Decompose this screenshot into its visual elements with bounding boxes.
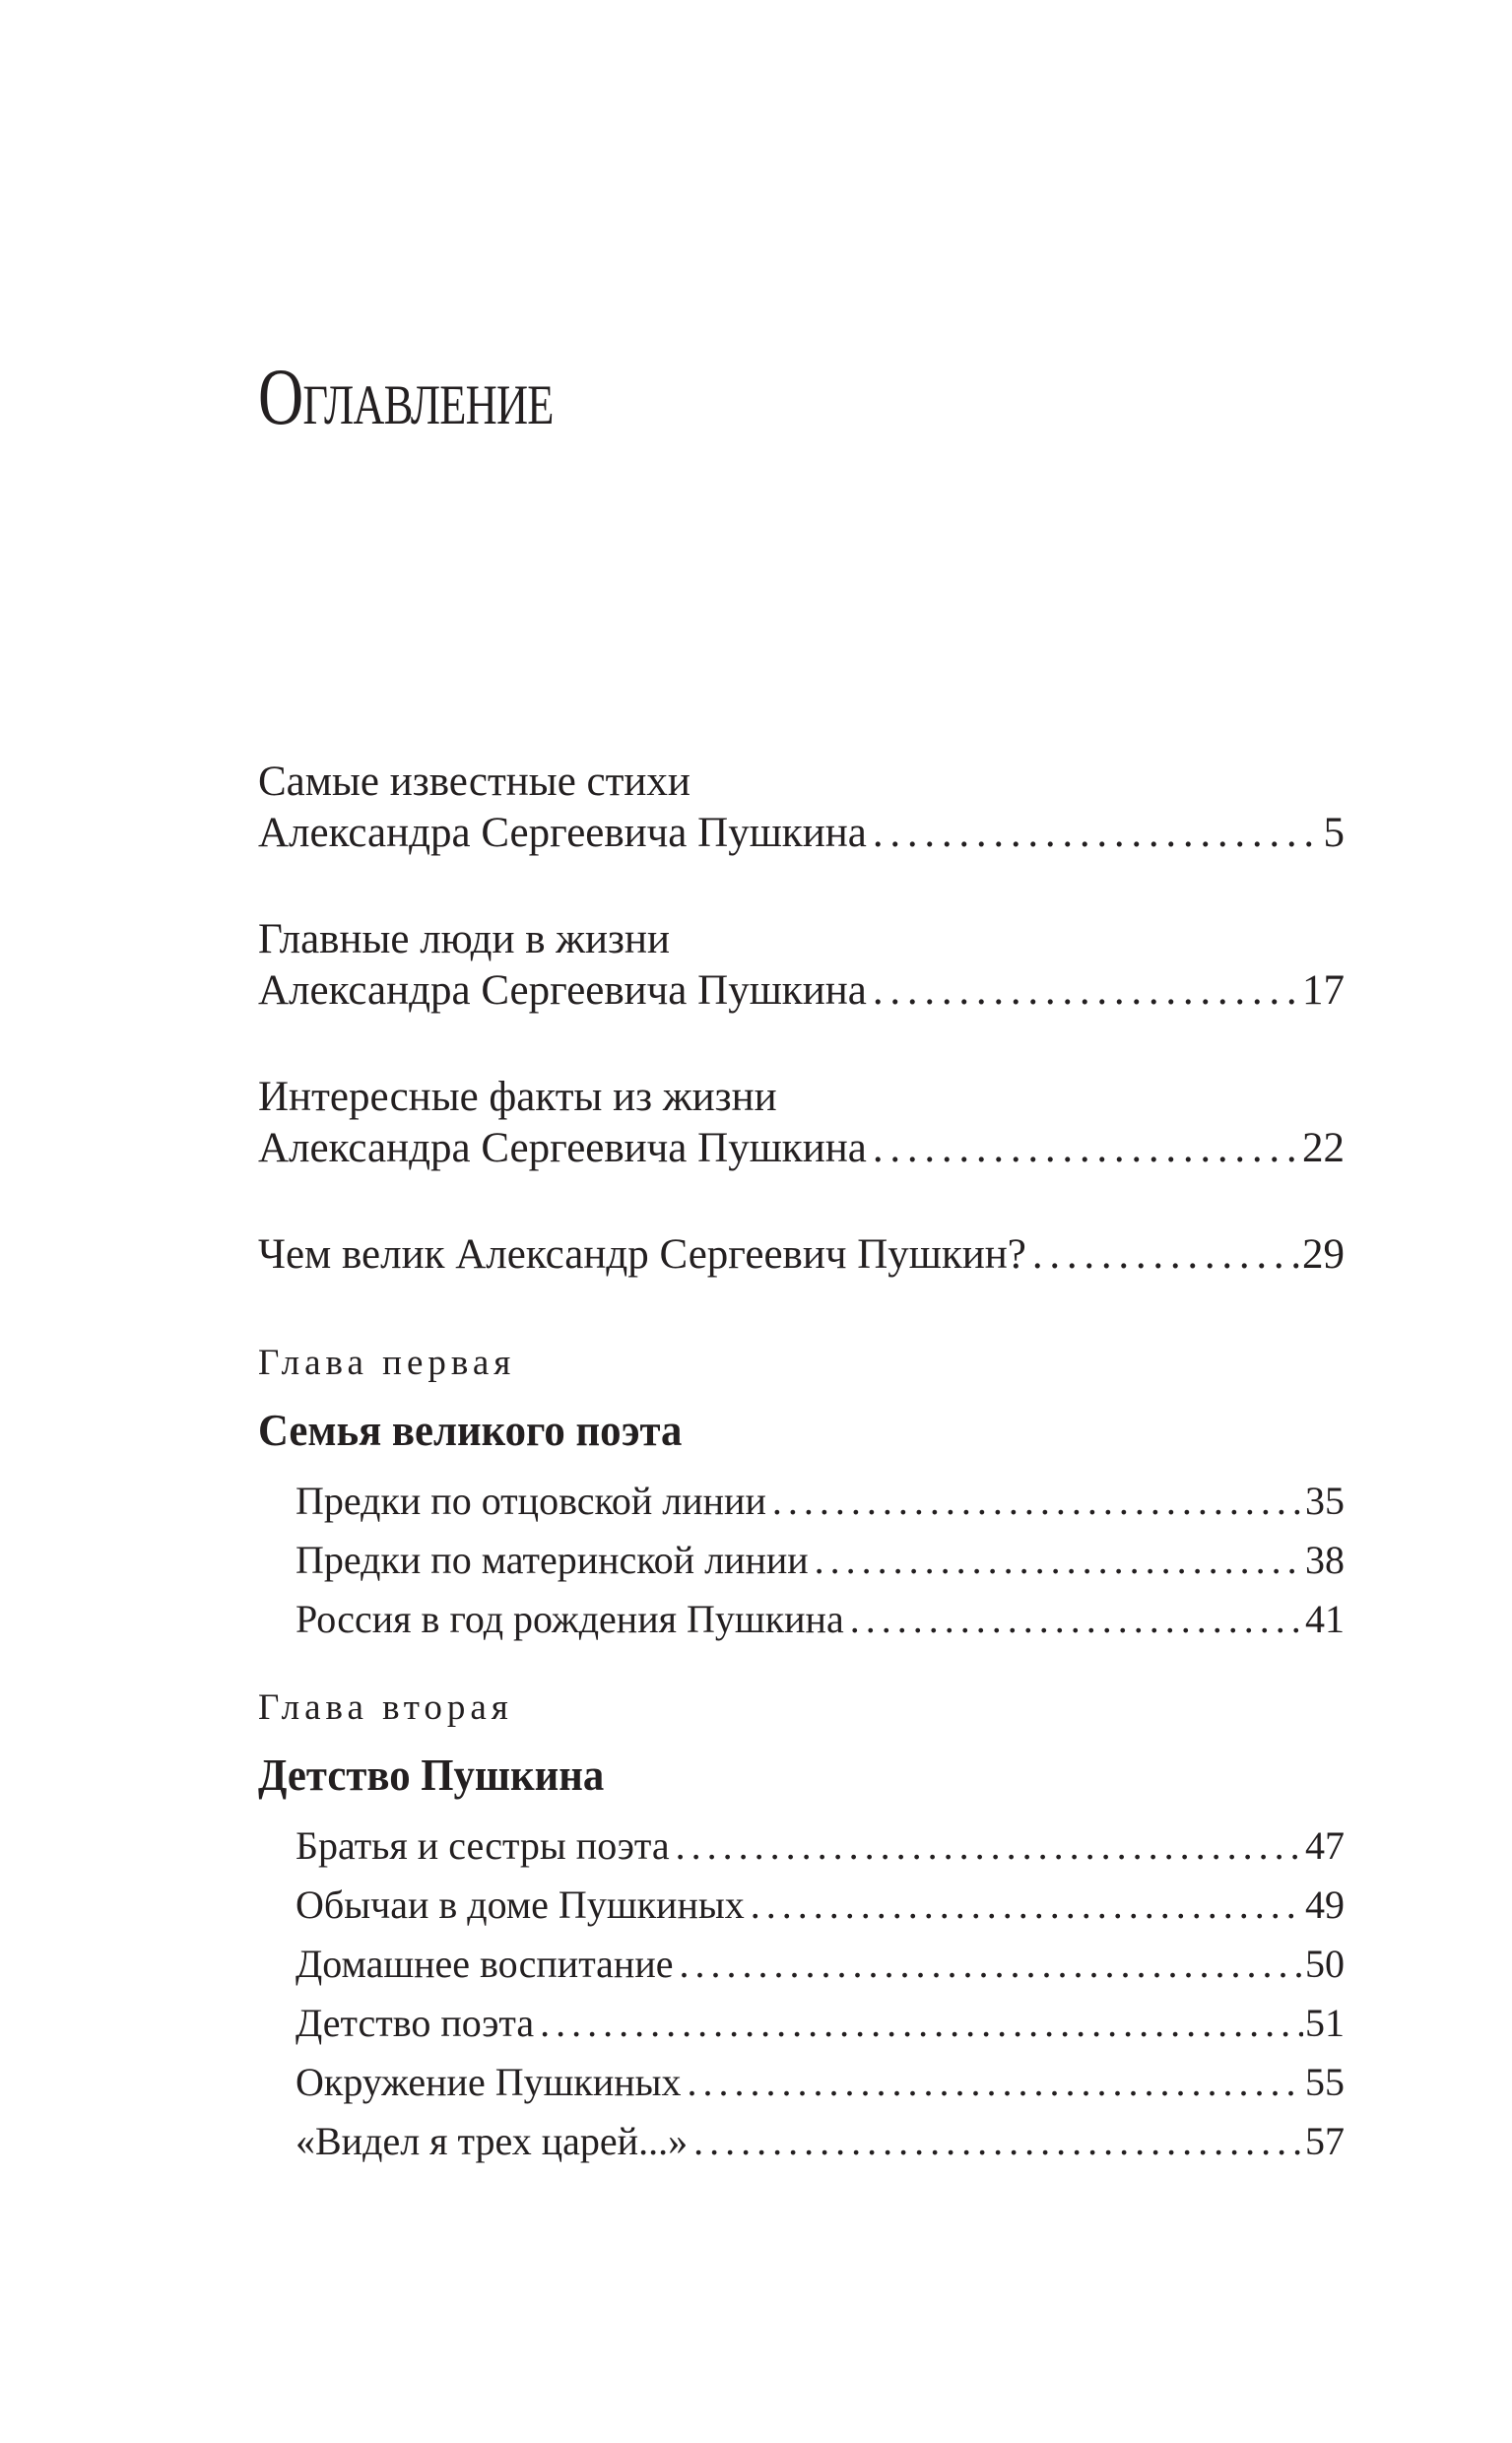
chapter-2 [258, 1683, 1345, 2171]
dot-leader [680, 1935, 1304, 1994]
toc-subentry-title: Россия в год рождения Пушкина [296, 1597, 844, 1641]
toc-subentry-title: Братья и сестры поэта [296, 1823, 670, 1868]
page-number: 22 [1302, 1125, 1345, 1171]
toc-entry-title-line: Главные люди в жизни [258, 916, 671, 962]
toc-subentry-title: Домашнее воспитание [296, 1942, 674, 1986]
table-of-contents [258, 757, 1345, 2205]
toc-subentry[interactable] [296, 1816, 1345, 1876]
dot-leader [751, 1876, 1303, 1935]
toc-subentry-title: Предки по материнской линии [296, 1538, 809, 1582]
toc-subentry-title: Обычаи в доме Пушкиных [296, 1882, 745, 1927]
toc-subentry-title: Детство поэта [296, 2001, 535, 2045]
toc-entry-title-line: Самые известные стихи [258, 759, 690, 805]
page-number: 17 [1302, 967, 1345, 1014]
toc-entry-famous-poems[interactable] [258, 757, 1345, 859]
page-number: 50 [1305, 1942, 1345, 1986]
dot-leader [688, 2053, 1303, 2112]
dot-leader [1032, 1229, 1300, 1281]
toc-subentry[interactable] [296, 1994, 1345, 2053]
page-number: 57 [1305, 2119, 1345, 2163]
dot-leader [873, 808, 1322, 859]
chapter-label: Глава первая [258, 1343, 516, 1383]
chapter-title[interactable]: Семья великого поэта [258, 1406, 683, 1455]
toc-entry-main-people[interactable] [258, 914, 1345, 1017]
dot-leader [815, 1531, 1303, 1590]
toc-subentry-title: Предки по отцовской линии [296, 1479, 766, 1523]
dot-leader [693, 2112, 1303, 2171]
page-number: 35 [1305, 1479, 1345, 1523]
chapter-title[interactable]: Детство Пушкина [258, 1750, 605, 1800]
toc-entry-greatness[interactable] [258, 1229, 1345, 1281]
page-number: 41 [1305, 1597, 1345, 1641]
toc-subentry[interactable] [296, 2112, 1345, 2171]
toc-subentry[interactable] [296, 1876, 1345, 1935]
toc-subentry[interactable] [296, 1590, 1345, 1649]
page-title: Оглавление [258, 352, 554, 441]
page-number: 51 [1305, 2001, 1345, 2045]
chapter-label: Глава вторая [258, 1687, 513, 1728]
page-number: 5 [1323, 810, 1345, 856]
page-number: 49 [1305, 1882, 1345, 1927]
toc-subentry[interactable] [296, 1935, 1345, 1994]
toc-subentry-title: «Видел я трех царей...» [296, 2119, 689, 2163]
toc-entry-title-line: Александра Сергеевича Пушкина [258, 1125, 867, 1171]
dot-leader [873, 1123, 1300, 1174]
dot-leader [540, 1994, 1303, 2053]
toc-entry-interesting-facts[interactable] [258, 1072, 1345, 1174]
toc-entry-title-line: Александра Сергеевича Пушкина [258, 967, 867, 1014]
toc-subentry-title: Окружение Пушкиных [296, 2060, 682, 2104]
dot-leader [873, 965, 1300, 1017]
page-number: 38 [1305, 1538, 1345, 1582]
toc-subentry[interactable] [296, 1472, 1345, 1531]
page-number: 29 [1302, 1231, 1345, 1278]
toc-entry-title-line: Александра Сергеевича Пушкина [258, 810, 867, 856]
page-number: 47 [1305, 1823, 1345, 1868]
toc-subentry[interactable] [296, 1531, 1345, 1590]
page-number: 55 [1305, 2060, 1345, 2104]
dot-leader [850, 1590, 1303, 1649]
toc-entry-title-line: Чем велик Александр Сергеевич Пушкин? [258, 1231, 1026, 1278]
dot-leader [772, 1472, 1303, 1531]
chapter-1 [258, 1338, 1345, 1649]
toc-entry-title-line: Интересные факты из жизни [258, 1074, 777, 1120]
toc-subentry[interactable] [296, 2053, 1345, 2112]
dot-leader [676, 1816, 1303, 1876]
